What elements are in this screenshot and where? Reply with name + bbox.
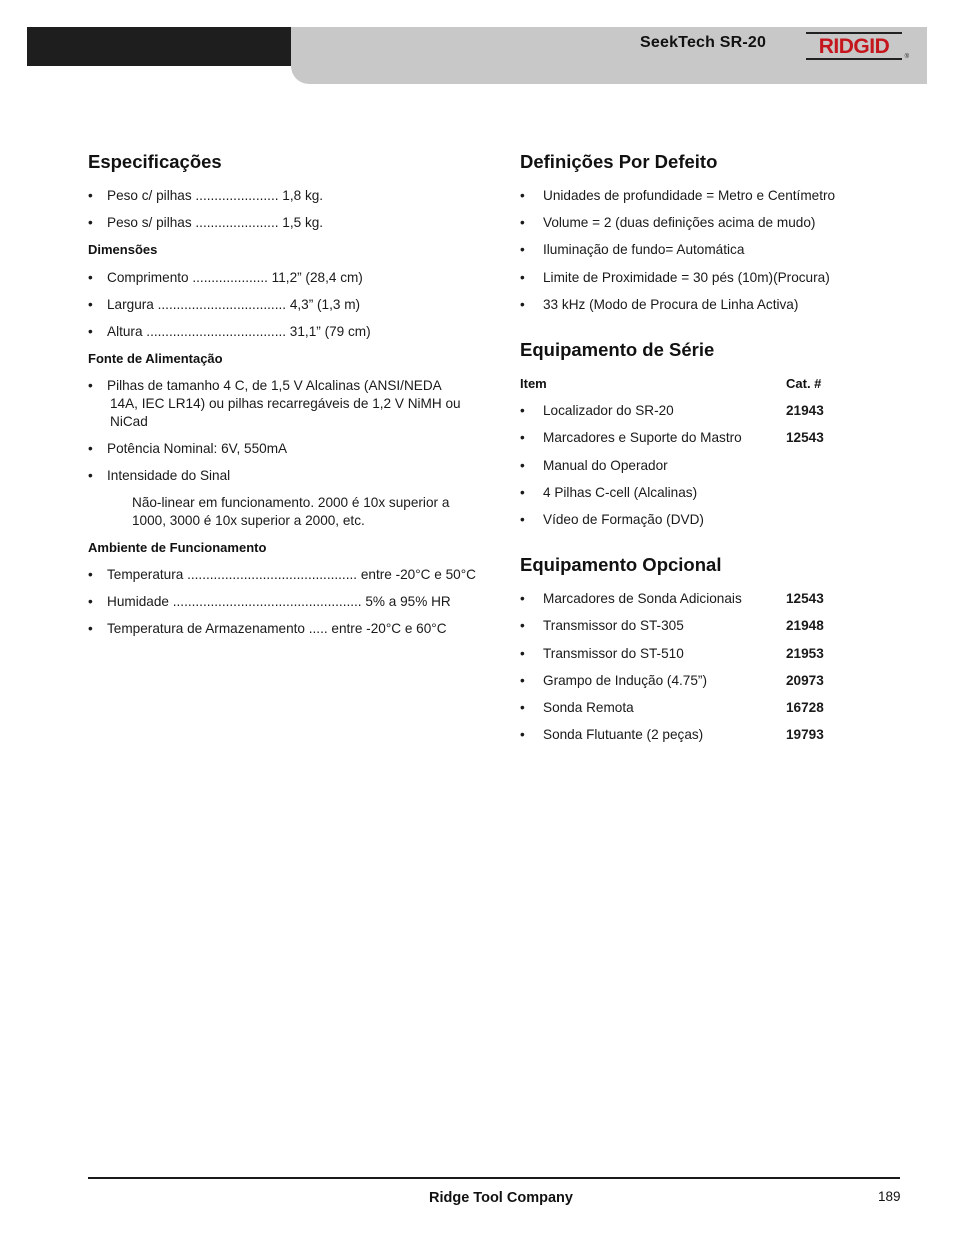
header-gray-tab xyxy=(291,66,927,84)
signal-description-line: 1000, 3000 é 10x superior a 2000, etc. xyxy=(132,513,365,528)
signal-description-line: Não-linear em funcionamento. 2000 é 10x superior a xyxy=(132,495,450,510)
list-item-text: 14A, IEC LR14) ou pilhas recarregáveis de 1,2 V NiMH ou xyxy=(110,396,461,411)
bullet: • xyxy=(88,441,93,456)
equipment-name: Grampo de Indução (4.75”) xyxy=(543,673,707,688)
catalog-number: 16728 xyxy=(786,700,824,715)
page-number: 189 xyxy=(878,1189,901,1204)
bullet: • xyxy=(520,673,525,688)
list-item-text: Comprimento .................... 11,2” (28,4 cm) xyxy=(107,270,363,285)
footer-rule xyxy=(88,1177,900,1179)
bullet: • xyxy=(88,270,93,285)
list-item-text: Unidades de profundidade = Metro e Centímetro xyxy=(543,188,836,203)
bullet: • xyxy=(88,324,93,339)
bullet: • xyxy=(88,594,93,609)
equipment-name: Transmissor do ST-510 xyxy=(543,646,684,661)
list-item-text: Largura .................................. 4,3” (1,3 m) xyxy=(107,297,361,312)
equipment-name: Transmissor do ST-305 xyxy=(543,618,684,633)
bullet: • xyxy=(520,512,525,527)
list-item-text: Limite de Proximidade = 30 pés (10m)(Procura) xyxy=(543,270,830,285)
catalog-number: 21943 xyxy=(786,403,824,418)
bullet: • xyxy=(88,215,93,230)
bullet: • xyxy=(520,242,525,257)
power-heading: Fonte de Alimentação xyxy=(88,351,223,366)
bullet: • xyxy=(520,297,525,312)
list-item-text: Humidade .................................................. 5% a 95% HR xyxy=(107,594,451,609)
bullet: • xyxy=(520,700,525,715)
column-header-item: Item xyxy=(520,376,547,391)
product-title: SeekTech SR-20 xyxy=(640,34,767,51)
bullet: • xyxy=(88,378,93,393)
list-item-text: Peso c/ pilhas ...................... 1,8 kg. xyxy=(107,188,324,203)
catalog-number: 12543 xyxy=(786,430,824,445)
footer-company: Ridge Tool Company xyxy=(429,1190,573,1206)
list-item-text: Intensidade do Sinal xyxy=(107,468,231,483)
list-item-text: Peso s/ pilhas ...................... 1,5 kg. xyxy=(107,215,324,230)
list-item-text: Temperatura ............................................. entre -20°C e 50°C xyxy=(107,567,476,582)
bullet: • xyxy=(520,646,525,661)
bullet: • xyxy=(88,468,93,483)
signal-description xyxy=(132,494,472,530)
catalog-number: 20973 xyxy=(786,673,824,688)
column-header-cat: Cat. # xyxy=(786,376,822,391)
list-item-text: NiCad xyxy=(110,414,148,429)
list-item xyxy=(88,377,468,431)
header-black-bar xyxy=(27,27,292,66)
equipment-name: 4 Pilhas C-cell (Alcalinas) xyxy=(543,485,698,500)
optional-equipment-heading: Equipamento Opcional xyxy=(520,554,722,575)
bullet: • xyxy=(520,591,525,606)
catalog-number: 19793 xyxy=(786,727,824,742)
catalog-number: 21948 xyxy=(786,618,824,633)
equipment-name: Marcadores de Sonda Adicionais xyxy=(543,591,742,606)
catalog-number: 21953 xyxy=(786,646,824,661)
catalog-number: 12543 xyxy=(786,591,824,606)
list-item-text: Potência Nominal: 6V, 550mA xyxy=(107,441,288,456)
list-item-text: Temperatura de Armazenamento ..... entre -20°C e 60°C xyxy=(107,621,447,636)
bullet: • xyxy=(520,458,525,473)
list-item-text: Pilhas de tamanho 4 C, de 1,5 V Alcalinas (ANSI/NEDA xyxy=(107,378,442,393)
registered-mark: ® xyxy=(904,54,909,60)
bullet: • xyxy=(88,188,93,203)
defaults-heading: Definições Por Defeito xyxy=(520,151,718,172)
equipment-name: Sonda Remota xyxy=(543,700,634,715)
logo-text: RIDGID xyxy=(818,34,890,58)
bullet: • xyxy=(520,270,525,285)
ridgid-logo xyxy=(806,32,909,60)
bullet: • xyxy=(520,485,525,500)
bullet: • xyxy=(520,430,525,445)
environment-heading: Ambiente de Funcionamento xyxy=(88,540,267,555)
equipment-name: Vídeo de Formação (DVD) xyxy=(543,512,704,527)
bullet: • xyxy=(520,618,525,633)
bullet: • xyxy=(88,621,93,636)
equipment-name: Manual do Operador xyxy=(543,458,668,473)
bullet: • xyxy=(88,567,93,582)
list-item-text: Altura ..................................... 31,1” (79 cm) xyxy=(107,324,371,339)
bullet: • xyxy=(520,215,525,230)
list-item-text: 33 kHz (Modo de Procura de Linha Activa) xyxy=(543,297,799,312)
bullet: • xyxy=(520,188,525,203)
bullet: • xyxy=(520,727,525,742)
equipment-name: Marcadores e Suporte do Mastro xyxy=(543,430,742,445)
specs-heading: Especificações xyxy=(88,151,222,172)
equipment-name: Localizador do SR-20 xyxy=(543,403,674,418)
bullet: • xyxy=(520,403,525,418)
standard-equipment-heading: Equipamento de Série xyxy=(520,339,715,360)
dimensions-heading: Dimensões xyxy=(88,242,158,257)
list-item-text: Iluminação de fundo= Automática xyxy=(543,242,745,257)
list-item-text: Volume = 2 (duas definições acima de mudo) xyxy=(543,215,816,230)
bullet: • xyxy=(88,297,93,312)
equipment-name: Sonda Flutuante (2 peças) xyxy=(543,727,704,742)
